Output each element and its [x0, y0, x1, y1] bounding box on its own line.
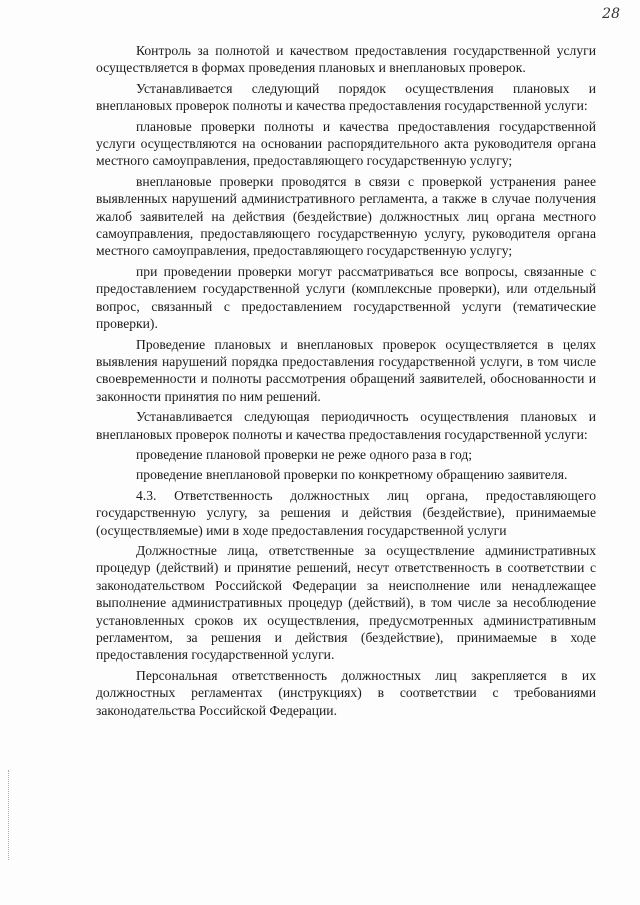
paragraph: Устанавливается следующий порядок осуществления плановых и внеплановых проверок полноты и качества предоставления государственной услуги: — [96, 80, 596, 114]
paragraph: проведение плановой проверки не реже одного раза в год; — [136, 446, 473, 462]
section-heading: 4.3. Ответственность должностных лиц органа, предоставляющего государственную услугу, за решения и действия (бездействие), принимаемые (осуществляемые) ими в ходе предоставления государственной услуги — [96, 487, 596, 538]
paragraph: Должностные лица, ответственные за осуществление административных процедур (действий) и принятие решений, несут ответственность в соответствии с законодательством Российской Федерации за неисполнение или ненадлежащее выполнение административных процедур (действий), в том числе за несоблюдение установленных сроков их осуществления, предусмотренных административным регламентом, за решения и действия (бездействие), принимаемые в ходе предоставления государственной услуги. — [96, 542, 596, 663]
scan-margin-mark — [8, 770, 11, 860]
paragraph: проведение внеплановой проверки по конкретному обращению заявителя. — [136, 467, 568, 483]
paragraph: Устанавливается следующая периодичность осуществления плановых и внеплановых проверок полноты и качества предоставления государственной услуги: — [96, 409, 596, 442]
paragraph: Проведение плановых и внеплановых проверок осуществляется в целях выявления нарушений порядка предоставления государственной услуги, в том числе своевременности и полноты рассмотрения обращений заявителей, обоснованности и законности принятия по ним решений. — [96, 336, 596, 404]
paragraph: плановые проверки полноты и качества предоставления государственной услуги осуществляются на основании распорядительного акта руководителя органа местного самоуправления, предоставляющего государственную услугу; — [96, 118, 596, 169]
paragraph: внеплановые проверки проводятся в связи с проверкой устранения ранее выявленных нарушений административного регламента, а также в случае получения жалоб заявителей на действия (бездействие) должностных лиц органа местного самоуправления, предоставляющего государственную услугу, руководителя органа местного самоуправления, предоставляющего государственную услугу; — [96, 173, 596, 259]
document-body — [96, 42, 596, 722]
paragraph: при проведении проверки могут рассматриваться все вопросы, связанные с предоставлением государственной услуги (комплексные проверки), или отдельный вопрос, связанный с предоставлением государственной услуги (тематические проверки). — [96, 263, 596, 332]
paragraph: Контроль за полнотой и качеством предоставления государственной услуги осуществляется в формах проведения плановых и внеплановых проверок. — [96, 43, 596, 76]
paragraph: Персональная ответственность должностных лиц закрепляется в их должностных регламентах (инструкциях) в соответствии с требованиями законодательства Российской Федерации. — [96, 667, 596, 718]
page-number: 28 — [602, 6, 620, 22]
